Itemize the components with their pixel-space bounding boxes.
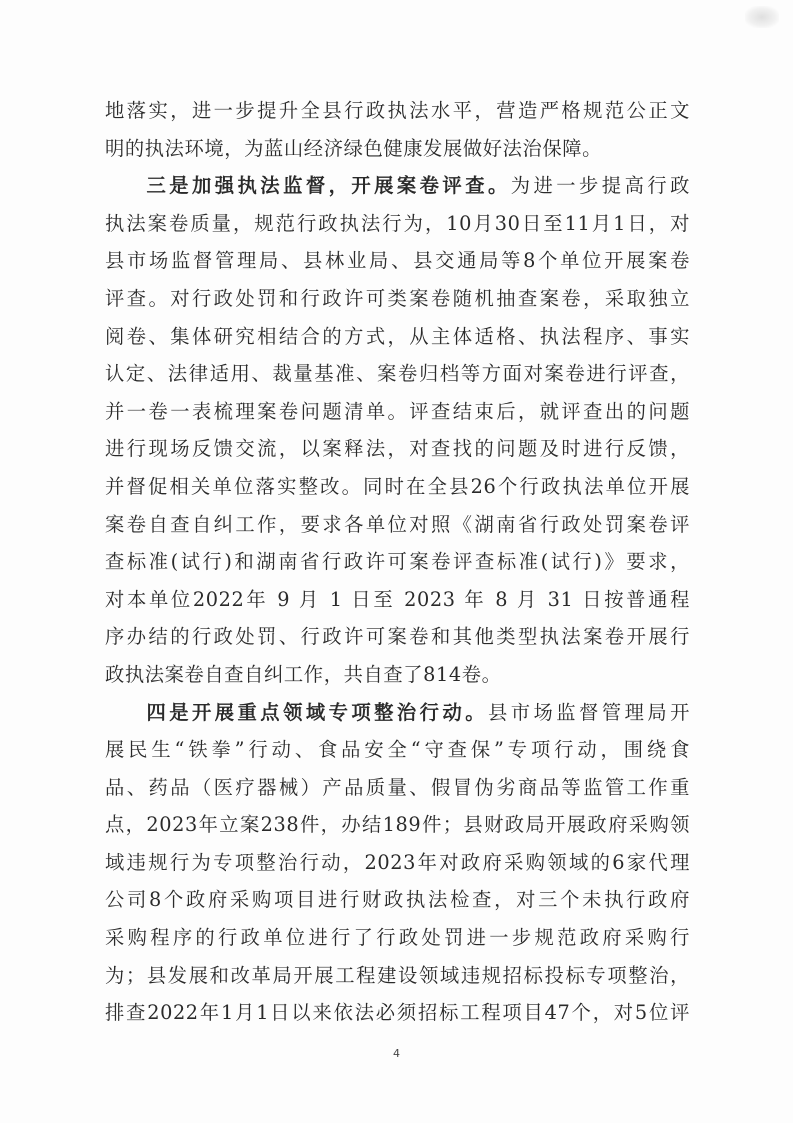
page-number: 4 bbox=[393, 1047, 400, 1060]
paragraph-heading: 四是开展重点领域专项整治行动。 bbox=[143, 700, 488, 724]
text-line: 采购程序的行政单位进行了行政处罚进一步规范政府采购行 bbox=[105, 926, 690, 950]
text-line: 地落实，进一步提升全县行政执法水平，营造严格规范公正文 bbox=[105, 99, 690, 122]
paragraph-text: 县市场监督管理局开 bbox=[487, 700, 690, 724]
text-line: 认定、法律适用、裁量基准、案卷归档等方面对案卷进行评查， bbox=[105, 362, 690, 386]
text-line: 查标准(试行)和湖南省行政许可案卷评查标准(试行)》要求， bbox=[105, 550, 690, 574]
text-line: 序办结的行政处罚、行政许可案卷和其他类型执法案卷开展行 bbox=[105, 625, 690, 649]
paragraph-lead-line bbox=[105, 167, 690, 205]
paragraph-text: 为进一步提高行政 bbox=[510, 174, 690, 198]
text-line: 公司8个政府采购项目进行财政执法检查，对三个未执行政府 bbox=[105, 888, 690, 912]
scan-corner-mark bbox=[745, 6, 779, 28]
text-line: 域违规行为专项整治行动，2023年对政府采购领域的6家代理 bbox=[105, 850, 690, 874]
text-line: 点，2023年立案238件，办结189件；县财政局开展政府采购领 bbox=[105, 813, 690, 837]
text-line: 品、药品（医疗器械）产品质量、假冒伪劣商品等监管工作重 bbox=[105, 775, 690, 799]
text-line: 对本单位2022年 9 月 1 日至 2023 年 8 月 31 日按普通程 bbox=[105, 587, 690, 611]
paragraph-heading: 三是加强执法监督，开展案卷评查。 bbox=[143, 174, 511, 198]
text-line: 为；县发展和改革局开展工程建设领域违规招标投标专项整治， bbox=[105, 963, 690, 987]
text-line: 展民生“铁拳”行动、食品安全“守查保”专项行动，围绕食 bbox=[105, 738, 690, 762]
text-line: 并督促相关单位落实整改。同时在全县26个行政执法单位开展 bbox=[105, 474, 690, 498]
paragraph-lead-line bbox=[105, 694, 690, 732]
text-line: 并一卷一表梳理案卷问题清单。评查结束后，就评查出的问题 bbox=[105, 399, 690, 423]
text-line: 排查2022年1月1日以来依法必须招标工程项目47个，对5位评 bbox=[105, 1001, 690, 1025]
text-line: 进行现场反馈交流，以案释法，对查找的问题及时进行反馈， bbox=[105, 437, 690, 461]
text-line: 阅卷、集体研究相结合的方式，从主体适格、执法程序、事实 bbox=[105, 324, 690, 348]
text-line: 明的执法环境，为蓝山经济绿色健康发展做好法治保障。 bbox=[105, 136, 603, 160]
text-line: 案卷自查自纠工作，要求各单位对照《湖南省行政处罚案卷评 bbox=[105, 512, 690, 536]
document-body bbox=[105, 92, 690, 1032]
text-line: 县市场监督管理局、县林业局、县交通局等8个单位开展案卷 bbox=[105, 249, 690, 273]
text-line: 执法案卷质量，规范行政执法行为，10月30日至11月1日，对 bbox=[105, 211, 690, 235]
text-line: 政执法案卷自查自纠工作，共自查了814卷。 bbox=[105, 662, 502, 686]
text-line: 评查。对行政处罚和行政许可类案卷随机抽查案卷，采取独立 bbox=[105, 286, 690, 310]
